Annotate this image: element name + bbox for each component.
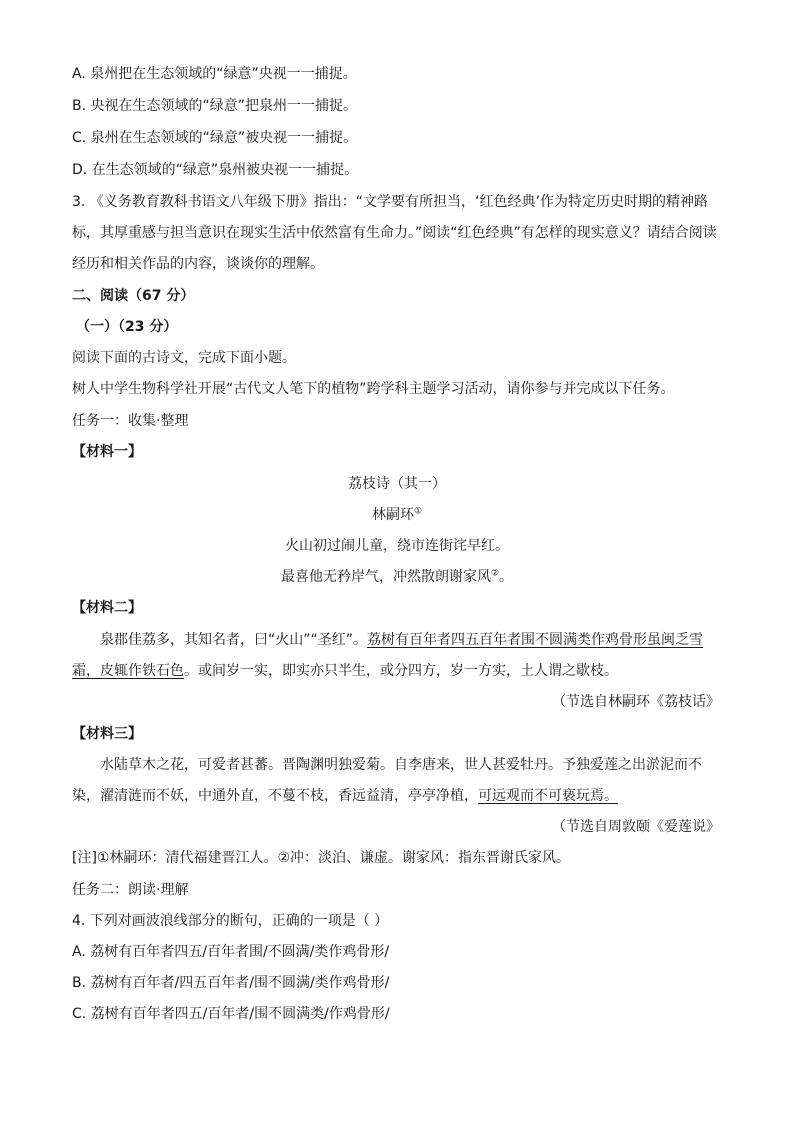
poem-author xyxy=(72,505,722,525)
material-three-label: 【材料三】 xyxy=(72,726,142,742)
task-one-label: 任务一：收集·整理 xyxy=(72,413,189,429)
material-two-plain-1: 泉郡佳荔多，其知名者，曰“火山”“圣红”。 xyxy=(100,632,368,648)
subsection-heading: （一）（23 分） xyxy=(76,319,178,335)
activity-intro: 树人中学生物科学社开展“古代文人笔下的植物”跨学科主题学习活动，请你参与并完成以下任务。 xyxy=(72,381,675,397)
underlined-sentence: 可远观而不可亵玩焉。 xyxy=(478,788,618,804)
poem-line-2 xyxy=(72,567,722,587)
q4-option-b: B. 荔树有百年者/四五百年者/围不圆满/类作鸡骨形/ xyxy=(72,975,390,991)
q3-line-1: 3. 《义务教育教科书语文八年级下册》指出：“文学要有所担当，‘红色经典’作为特定历史时期的精神路 xyxy=(72,194,708,210)
material-two-label: 【材料二】 xyxy=(72,600,142,616)
footnote-marker-2: ② xyxy=(490,568,500,579)
material-two-line-2 xyxy=(72,661,722,681)
footnote-marker-1: ① xyxy=(413,506,423,517)
q2-option-c: C. 泉州在生态领域的“绿意”被央视一一捕捉。 xyxy=(72,130,358,146)
task-two-label: 任务二：朗读·理解 xyxy=(72,882,189,898)
poem-line-2-text: 最喜他无矜岸气，冲然散朗谢家风 xyxy=(280,569,491,585)
reading-instruction: 阅读下面的古诗文，完成下面小题。 xyxy=(72,350,296,366)
q2-option-d: D. 在生态领域的“绿意”泉州被央视一一捕捉。 xyxy=(72,162,359,178)
annotation-note: [注]①林嗣环：清代福建晋江人。②冲：淡泊、谦虚。谢家风：指东晋谢氏家风。 xyxy=(72,850,571,866)
material-three-line-1: 水陆草木之花，可爱者甚蕃。晋陶渊明独爱菊。自李唐来，世人甚爱牡丹。予独爱莲之出淤泥而不 xyxy=(100,757,702,773)
q2-option-b: B. 央视在生态领域的“绿意”把泉州一一捕捉。 xyxy=(72,98,358,114)
material-three-plain: 染，濯清涟而不妖，中通外直，不蔓不枝，香远益清，亭亭净植， xyxy=(72,788,478,804)
q4-option-a: A. 荔树有百年者四五/百年者围/不圆满/类作鸡骨形/ xyxy=(72,944,390,960)
q4-stem: 4. 下列对画波浪线部分的断句，正确的一项是（ ） xyxy=(72,913,389,929)
q2-option-a: A. 泉州把在生态领域的“绿意”央视一一捕捉。 xyxy=(72,66,357,82)
material-three-source: （节选自周敦颐《爱莲说》 xyxy=(552,819,720,835)
material-two-source: （节选自林嗣环《荔枝话》 xyxy=(552,694,720,710)
poem-line-2-end: 。 xyxy=(499,569,514,585)
poem-author-name: 林嗣环 xyxy=(371,507,414,523)
q4-option-c: C. 荔树有百年者四五/百年者/围不圆满类/作鸡骨形/ xyxy=(72,1006,390,1022)
material-two-line-1 xyxy=(100,630,722,650)
material-two-plain-2: 。或间岁一实，即实亦只半生，或分四方，岁一方实，土人谓之歇枝。 xyxy=(184,663,618,679)
q3-line-2: 标，其厚重感与担当意识在现实生活中依然富有生命力。”阅读“红色经典”有怎样的现实意义？请结合阅读 xyxy=(72,225,717,241)
section-heading: 二、阅读（67 分） xyxy=(72,288,195,304)
wavy-underlined-passage-cont: 霜，皮辄作铁石色 xyxy=(72,663,184,679)
q3-line-3: 经历和相关作品的内容，谈谈你的理解。 xyxy=(72,256,324,272)
material-three-line-2 xyxy=(72,786,722,806)
material-one-label: 【材料一】 xyxy=(72,444,142,460)
poem-title: 荔枝诗（其一） xyxy=(348,476,446,492)
poem-line-1: 火山初过闹儿童，绕市连街诧早红。 xyxy=(285,538,509,554)
wavy-underlined-passage: 荔树有百年者四五百年者围不圆满类作鸡骨形虽闽乏雪 xyxy=(367,632,704,648)
